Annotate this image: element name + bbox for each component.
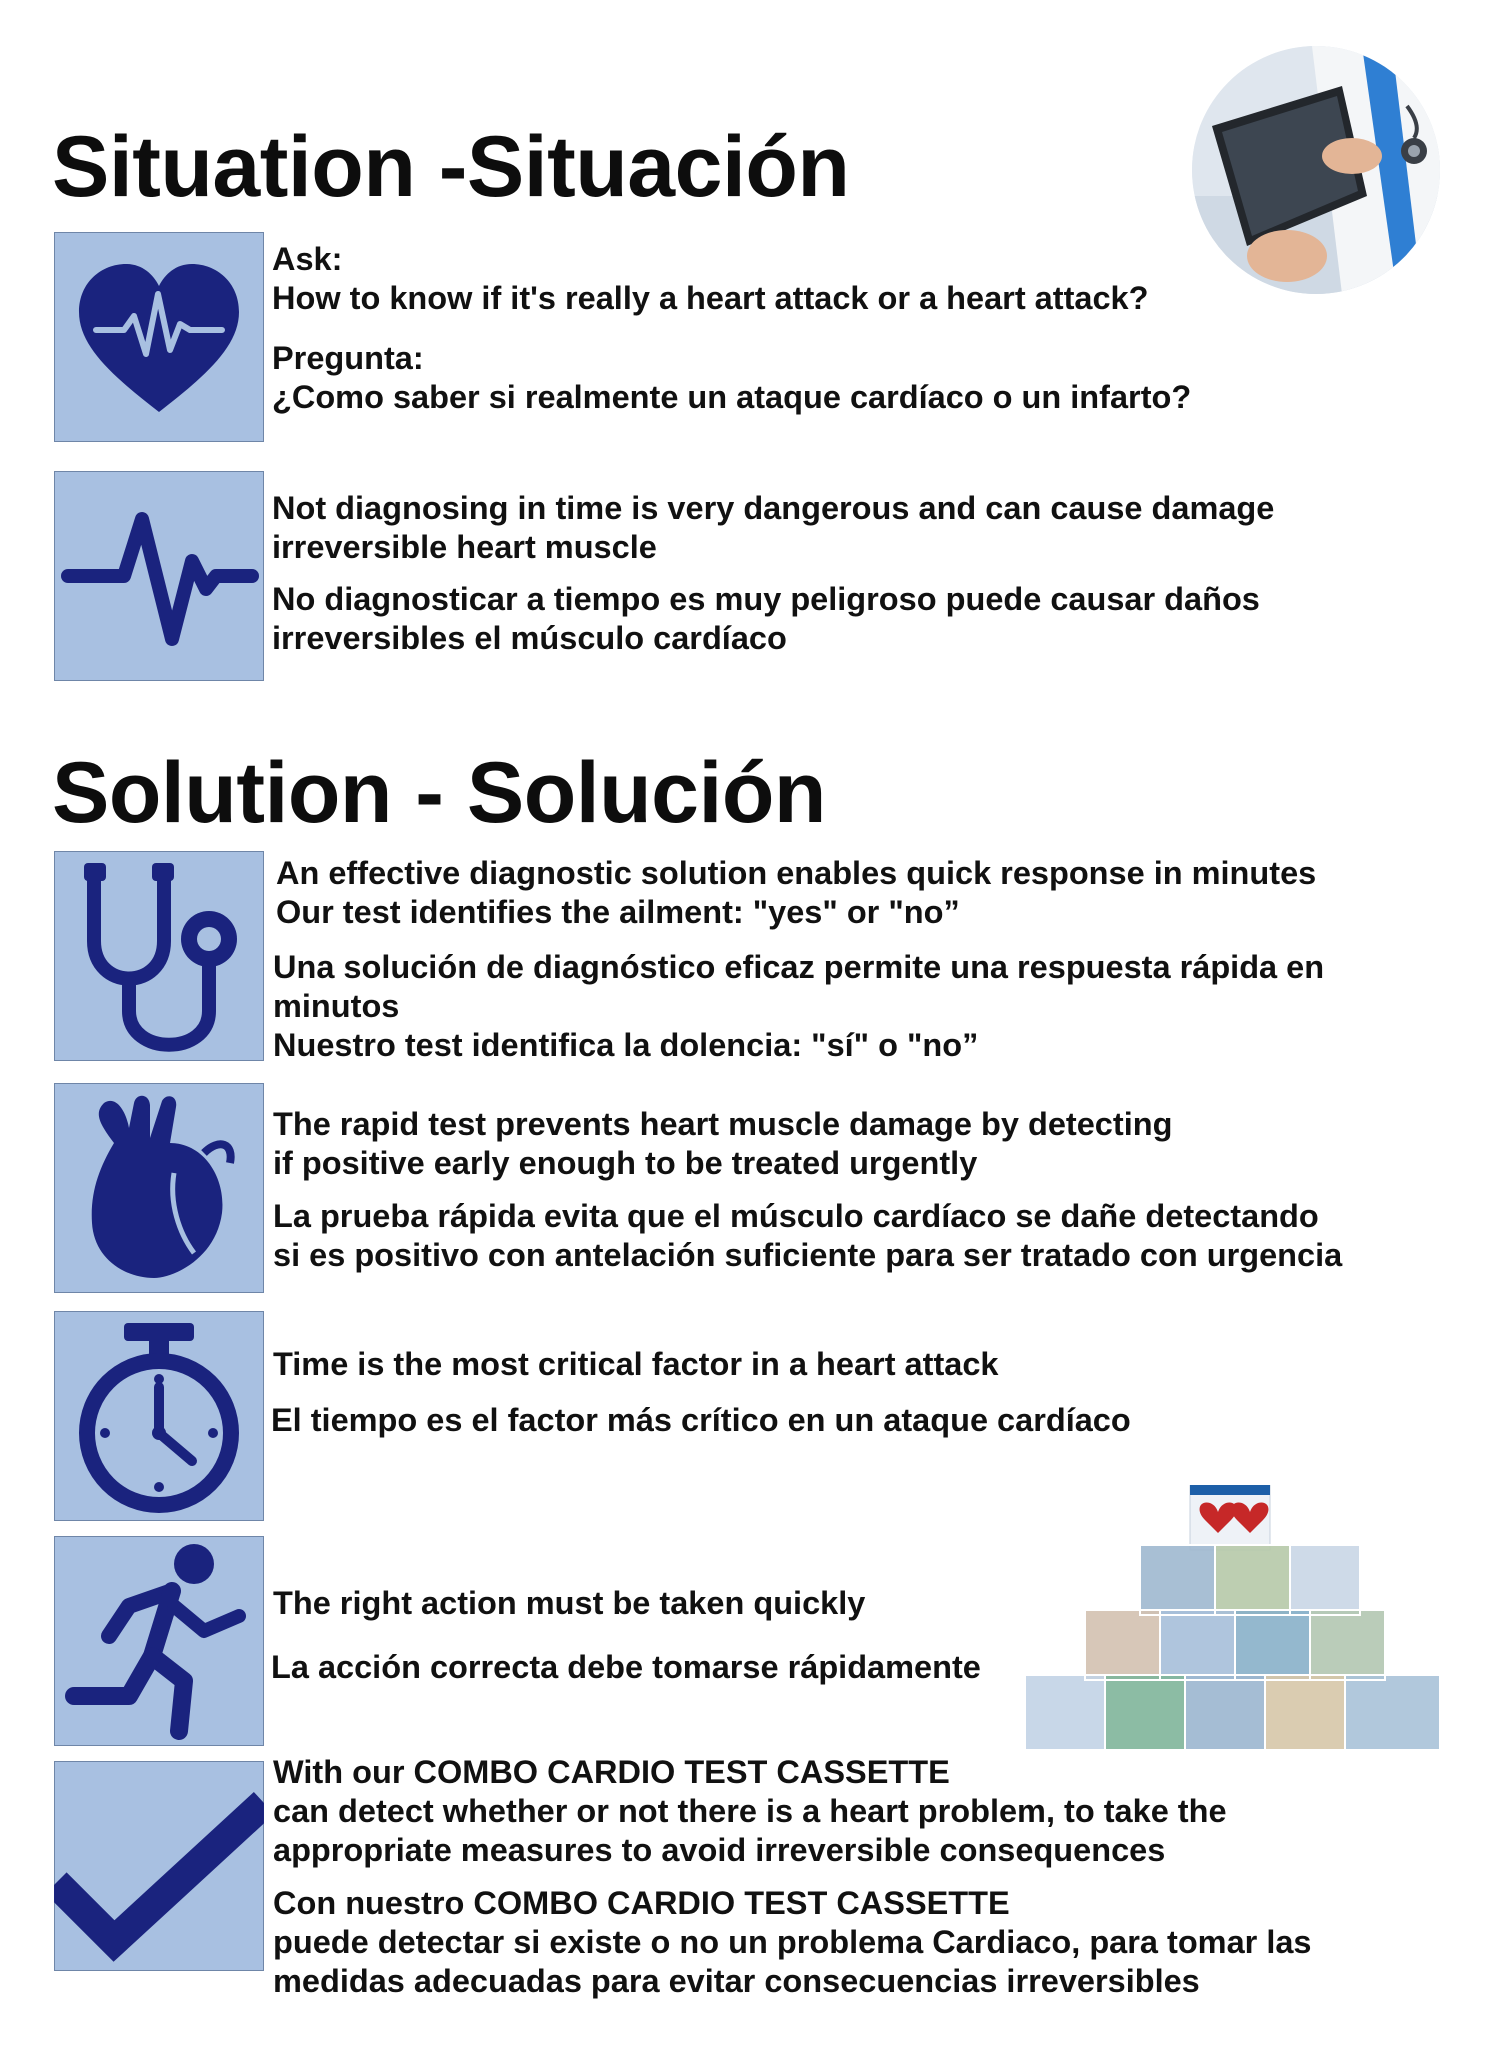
solution-time-en — [273, 1345, 999, 1384]
pregunta-label: Pregunta: — [272, 340, 424, 376]
text-line: Not diagnosing in time is very dangerous and can cause damage — [272, 490, 1275, 526]
ask-question: How to know if it's really a heart attack or a heart attack? — [272, 280, 1149, 316]
text-line: El tiempo es el factor más crítico en un ataque cardíaco — [271, 1402, 1131, 1438]
solution-rapid-en — [273, 1105, 1172, 1183]
text-line: No diagnosticar a tiempo es muy peligroso puede causar daños — [272, 581, 1260, 617]
ask-label: Ask: — [272, 241, 343, 277]
situation-title: Situation -Situación — [52, 119, 850, 215]
stethoscope-icon — [54, 851, 264, 1061]
text-line: An effective diagnostic solution enables quick response in minutes — [276, 855, 1317, 891]
heart-pulse-icon — [54, 232, 264, 442]
solution-combo-en — [273, 1753, 1227, 1870]
solution-time-es — [271, 1401, 1131, 1440]
situation-danger-en — [272, 489, 1274, 567]
photo-cube-pyramid — [1025, 1485, 1445, 1755]
running-person-icon — [54, 1536, 264, 1746]
text-line: La prueba rápida evita que el músculo cardíaco se dañe detectando — [273, 1198, 1319, 1234]
text-line: medidas adecuadas para evitar consecuencias irreversibles — [273, 1963, 1200, 1999]
text-line: With our COMBO CARDIO TEST CASSETTE — [273, 1754, 950, 1790]
text-line: Con nuestro COMBO CARDIO TEST CASSETTE — [273, 1885, 1010, 1921]
solution-effective-es — [273, 948, 1324, 1065]
solution-combo-es — [273, 1884, 1312, 2001]
text-line: The rapid test prevents heart muscle damage by detecting — [273, 1106, 1173, 1142]
situation-pregunta-text — [272, 339, 1191, 417]
text-line: if positive early enough to be treated urgently — [273, 1145, 978, 1181]
text-line: The right action must be taken quickly — [273, 1585, 866, 1621]
stopwatch-icon — [54, 1311, 264, 1521]
anatomical-heart-icon — [54, 1083, 264, 1293]
text-line: minutos — [273, 988, 400, 1024]
text-line: can detect whether or not there is a heart problem, to take the — [273, 1793, 1227, 1829]
text-line: Our test identifies the ailment: "yes" or "no” — [276, 894, 960, 930]
text-line: Nuestro test identifica la dolencia: "sí" o "no” — [273, 1027, 979, 1063]
text-line: puede detectar si existe o no un problema Cardiaco, para tomar las — [273, 1924, 1312, 1960]
checkmark-icon — [54, 1761, 264, 1971]
solution-title: Solution - Solución — [52, 745, 826, 841]
text-line: irreversibles el músculo cardíaco — [272, 620, 787, 656]
text-line: appropriate measures to avoid irreversible consequences — [273, 1832, 1166, 1868]
text-line: irreversible heart muscle — [272, 529, 657, 565]
situation-ask-text — [272, 240, 1148, 318]
solution-rapid-es — [273, 1197, 1342, 1275]
text-line: Time is the most critical factor in a heart attack — [273, 1346, 999, 1382]
solution-action-es — [271, 1648, 981, 1687]
solution-effective-en — [276, 854, 1316, 932]
text-line: si es positivo con antelación suficiente para ser tratado con urgencia — [273, 1237, 1343, 1273]
text-line: La acción correcta debe tomarse rápidamente — [271, 1649, 981, 1685]
text-line: Una solución de diagnóstico eficaz permite una respuesta rápida en — [273, 949, 1325, 985]
pulse-line-icon — [54, 471, 264, 681]
situation-danger-es — [272, 580, 1260, 658]
solution-action-en — [273, 1584, 865, 1623]
doctor-tablet-photo — [1192, 46, 1440, 294]
pregunta-question: ¿Como saber si realmente un ataque cardíaco o un infarto? — [272, 379, 1192, 415]
